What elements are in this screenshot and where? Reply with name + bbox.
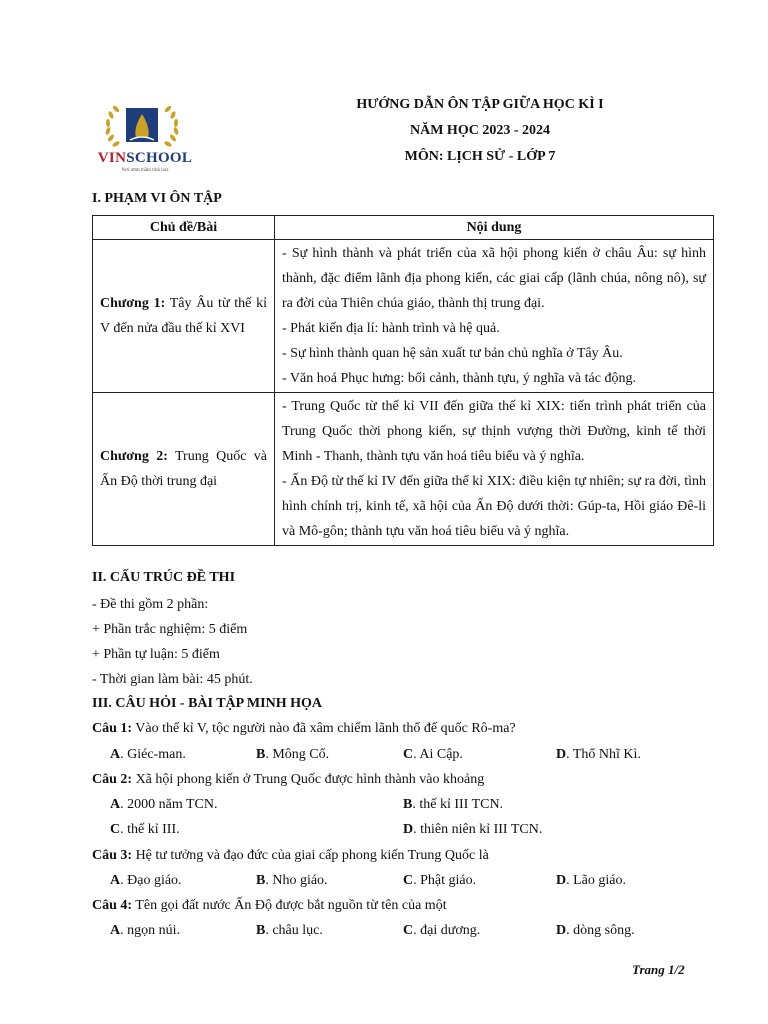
table-header-row <box>93 216 714 240</box>
content-line: - Phát kiến địa lí: hành trình và hệ quả. <box>282 321 500 336</box>
header-title: HƯỚNG DẪN ÔN TẬP GIỮA HỌC KÌ I <box>356 97 604 112</box>
option-b: B. thế kỉ III TCN. <box>403 797 504 812</box>
page-number: Trang 1/2 <box>632 962 685 977</box>
section-2-title: II. CẤU TRÚC ĐỀ THI <box>92 570 236 585</box>
option-d: D. dòng sông. <box>556 923 635 938</box>
option-d: D. Thổ Nhĩ Kì. <box>556 747 641 762</box>
question-text: Tên gọi đất nước Ấn Độ được bắt nguồn từ tên của một <box>132 898 447 913</box>
option-a: A. ngọn núi. <box>110 923 181 938</box>
chapter-text: Tây Âu từ thế kỉ V đến nửa đầu thế kỉ XVI <box>100 296 267 336</box>
logo-tagline: Nơi ươm mầm tinh hoa <box>121 168 169 173</box>
table-cell-content <box>275 240 714 393</box>
list-item: - Thời gian làm bài: 45 phút. <box>92 672 253 687</box>
option-d: D. Lão giáo. <box>556 873 626 888</box>
laurel-book-emblem-icon <box>82 100 202 152</box>
chapter-label: Chương 1: <box>100 296 166 311</box>
table-cell-topic <box>93 240 275 393</box>
header-subject: MÔN: LỊCH SỬ - LỚP 7 <box>404 149 556 164</box>
header-school-year: NĂM HỌC 2023 - 2024 <box>410 123 550 138</box>
question-1 <box>92 721 516 737</box>
table-header-topic: Chủ đề/Bài <box>93 216 275 240</box>
option-a: A. Đạo giáo. <box>110 873 182 888</box>
option-b: B. Mông Cổ. <box>256 747 330 762</box>
chapter-text: Trung Quốc và Ấn Độ thời trung đại <box>100 449 267 489</box>
question-4 <box>92 898 447 914</box>
content-line: - Sự hình thành quan hệ sản xuất tư bản chủ nghĩa ở Tây Âu. <box>282 346 623 361</box>
table-header-content: Nội dung <box>275 216 714 240</box>
content-line: - Sự hình thành và phát triển của xã hội phong kiến ở châu Âu: sự hình thành, đặc điểm lãnh địa phong kiến, các giai cấp (lãnh chúa, nông nô), sự ra đời của Thiên chúa giáo, thành thị trung đại. <box>282 246 706 311</box>
question-label: Câu 4: <box>92 898 133 913</box>
list-item: + Phần tự luận: 5 điểm <box>92 647 220 662</box>
exam-structure-list <box>92 592 253 692</box>
question-3 <box>92 848 489 864</box>
list-item: + Phần trắc nghiệm: 5 điểm <box>92 622 248 637</box>
option-c: C. thế kỉ III. <box>110 822 180 837</box>
scope-table <box>92 215 714 546</box>
table-row <box>93 240 714 393</box>
logo-wordmark <box>90 150 200 167</box>
question-label: Câu 2: <box>92 772 133 787</box>
school-logo <box>82 100 202 178</box>
section-1-title: I. PHẠM VI ÔN TẬP <box>92 191 222 206</box>
option-c: C. Ai Cập. <box>403 747 463 762</box>
content-line: - Ấn Độ từ thế kỉ IV đến giữa thế kỉ XIX: điều kiện tự nhiên; sự ra đời, tình hình chính trị, kinh tế, xã hội của Ấn Độ dưới thời: Gúp-ta, Hồi giáo Đê-li và Mô-gôn; thành tựu văn hoá tiêu biểu và ý nghĩa. <box>282 474 706 539</box>
option-c: C. Phật giáo. <box>403 873 477 888</box>
question-text: Xã hội phong kiến ở Trung Quốc được hình thành vào khoảng <box>132 772 485 787</box>
section-3-title: III. CÂU HỎI - BÀI TẬP MINH HỌA <box>92 696 322 711</box>
option-a: A. 2000 năm TCN. <box>110 797 218 812</box>
question-text: Vào thế kỉ V, tộc người nào đã xâm chiếm lãnh thổ đế quốc Rô-ma? <box>132 721 516 736</box>
question-label: Câu 3: <box>92 848 133 863</box>
option-a: A. Giéc-man. <box>110 747 186 762</box>
option-d: D. thiên niên kỉ III TCN. <box>403 822 543 837</box>
question-2 <box>92 772 484 788</box>
list-item: - Đề thi gồm 2 phần: <box>92 597 209 612</box>
content-line: - Văn hoá Phục hưng: bối cảnh, thành tựu, ý nghĩa và tác động. <box>282 371 636 386</box>
table-cell-content <box>275 393 714 546</box>
table-cell-topic <box>93 393 275 546</box>
content-line: - Trung Quốc từ thế kỉ VII đến giữa thế kỉ XIX: tiến trình phát triển của Trung Quốc thời phong kiến, sự thịnh vượng thời Đường, kinh tế thời Minh - Thanh, thành tựu văn hoá tiêu biểu và ý nghĩa. <box>282 399 706 464</box>
logo-brand-part2: SCHOOL <box>126 150 193 166</box>
question-label: Câu 1: <box>92 721 133 736</box>
option-c: C. đại dương. <box>403 923 481 938</box>
logo-brand-part1: VIN <box>97 150 127 166</box>
document-header <box>280 92 680 170</box>
option-b: B. châu lục. <box>256 923 323 938</box>
question-text: Hệ tư tưởng và đạo đức của giai cấp phong kiến Trung Quốc là <box>132 848 489 863</box>
option-b: B. Nho giáo. <box>256 873 328 888</box>
table-row <box>93 393 714 546</box>
chapter-label: Chương 2: <box>100 449 168 464</box>
